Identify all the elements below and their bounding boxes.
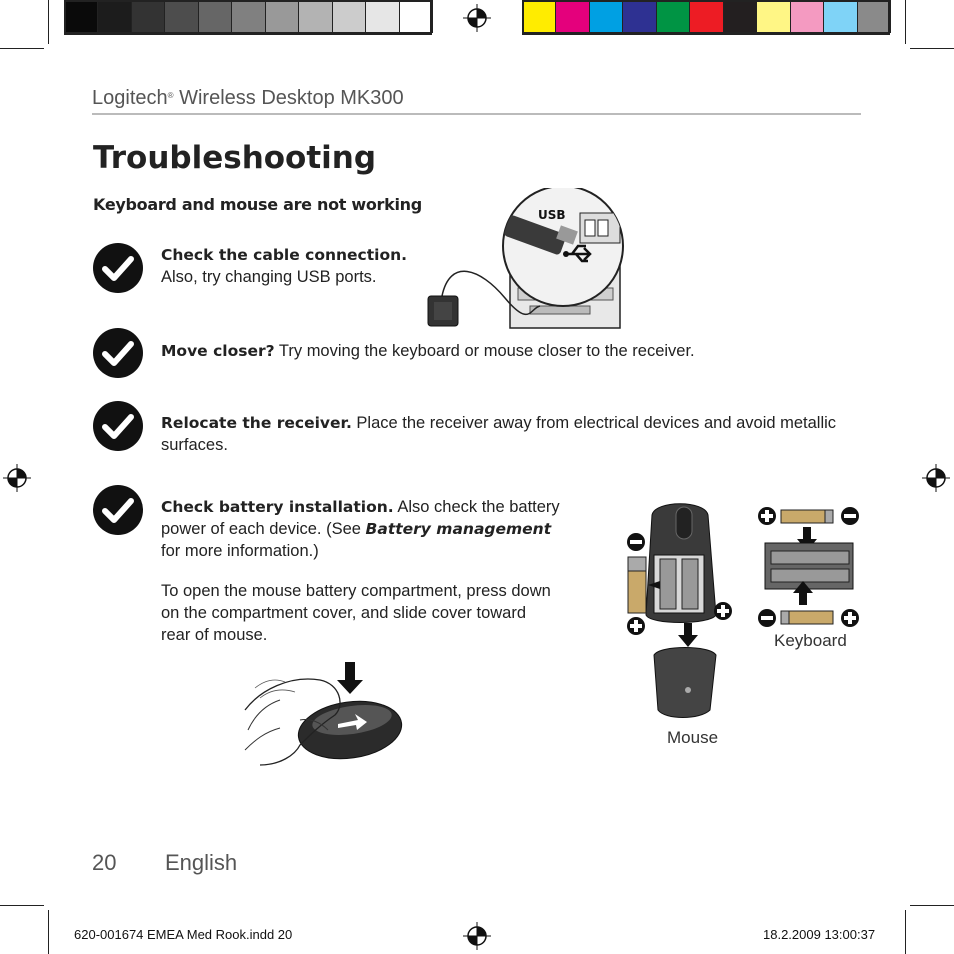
tip-heading: Check the cable connection. [161,246,408,264]
brand-name: Logitech [92,87,168,109]
mouse-compartment-instructions: To open the mouse battery compartment, press down on the compartment cover, and slide cover toward rear of mouse. [161,582,551,644]
registration-target-icon [3,464,31,492]
check-icon [93,243,143,293]
crop-mark [0,905,44,906]
slug-filename: 620-001674 EMEA Med Rook.indd 20 [74,927,293,942]
crop-mark [910,48,954,49]
check-icon [93,485,143,535]
battery-management-reference: Battery management [365,520,552,538]
crop-mark [910,905,954,906]
crop-mark [0,48,44,49]
mouse-battery-illustration [620,495,740,725]
registration-target-icon [463,922,491,950]
tip-heading: Move closer? [161,342,275,360]
tip-body: Place the receiver away from electrical devices and avoid metallic surfaces. [161,414,837,454]
crop-mark [905,0,906,44]
tip-body: Try moving the keyboard or mouse closer to the receiver. [274,342,695,360]
product-name: Wireless Desktop MK300 [179,87,404,109]
keyboard-battery-illustration [755,503,865,633]
section-title: Keyboard and mouse are not working [93,195,422,214]
tip-battery-installation: Check battery installation. Also check the battery power of each device. (See Battery management for more information.) [161,498,560,560]
check-icon [93,328,143,378]
crop-mark [48,910,49,954]
page-title: Troubleshooting [93,140,377,176]
running-header [92,87,404,110]
crop-mark [905,910,906,954]
hand-opening-mouse-illustration [240,660,410,770]
registered-mark: ® [167,91,174,100]
slug-datetime: 18.2.2009 13:00:37 [763,927,876,942]
tip-move-closer [161,340,861,362]
header-divider [92,113,861,115]
check-icon [93,401,143,451]
usb-label: USB [538,208,566,222]
tip-relocate-receiver [161,412,861,456]
usb-receiver-illustration [420,188,625,330]
tip-heading: Relocate the receiver. [161,414,352,432]
color-bar-frame [64,0,432,35]
page-number: 20 [92,850,117,875]
process-color-bar [522,0,890,35]
keyboard-caption: Keyboard [774,631,847,650]
tip-body: Also, try changing USB ports. [161,268,377,286]
color-bar-frame [522,0,890,35]
registration-target-icon [922,464,950,492]
crop-mark [48,0,49,44]
registration-target-icon [463,4,491,32]
tip-heading: Check battery installation. [161,498,394,516]
mouse-caption: Mouse [667,728,719,747]
footer-language: English [165,850,238,875]
gray-ramp-color-bar [64,0,432,35]
tip-cable-connection [161,244,421,288]
